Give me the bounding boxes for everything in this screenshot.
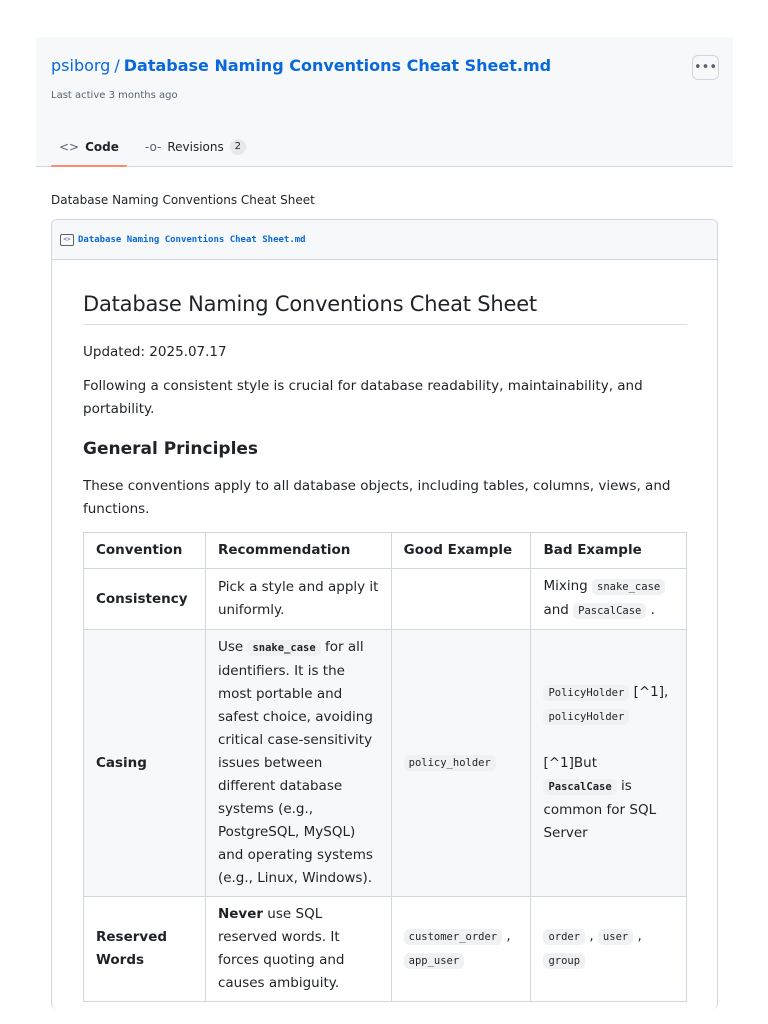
code-snippet: PascalCase: [573, 603, 646, 619]
file-header: [52, 220, 717, 260]
bad-example-cell: [531, 569, 687, 630]
tab-revisions-label: Revisions: [167, 140, 224, 154]
section-title: General Principles: [83, 439, 259, 459]
conventions-table: [83, 532, 687, 1002]
column-header: Bad Example: [531, 533, 687, 569]
code-snippet: snake_case: [592, 579, 665, 595]
code-icon: <>: [59, 140, 80, 154]
ellipsis-icon: •••: [693, 60, 717, 75]
code-snippet: PolicyHolder: [543, 685, 629, 701]
code-snippet: customer_order: [404, 929, 503, 945]
bad-example-text: ,: [585, 928, 598, 944]
bad-example-cell: [531, 897, 687, 1002]
last-active-text: Last active 3 months ago: [51, 90, 178, 101]
code-snippet: app_user: [404, 953, 465, 969]
recommendation-cell: Pick a style and apply it uniformly.: [205, 569, 391, 630]
table-row: [84, 897, 687, 1002]
gist-tabs: [51, 129, 264, 167]
gist-description: Database Naming Conventions Cheat Sheet: [51, 193, 315, 207]
bad-example-text: Mixing: [543, 578, 592, 594]
footnote-text: is common for SQL Server: [543, 778, 657, 841]
bad-example-text: [^1],: [629, 684, 669, 700]
bad-example-text: and: [543, 602, 574, 618]
intro-paragraph: Following a consistent style is crucial for database readability, maintainability, and portability.: [83, 378, 643, 417]
owner-link[interactable]: psiborg: [51, 56, 111, 75]
revisions-count-badge: 2: [230, 139, 246, 155]
footnote-text: [^1]But: [543, 755, 597, 771]
section-intro: These conventions apply to all database objects, including tables, columns, views, and functions.: [83, 478, 671, 517]
commit-icon: -o-: [144, 140, 162, 154]
code-snippet: snake_case: [247, 640, 320, 656]
convention-cell: Reserved Words: [84, 897, 206, 1002]
tab-code-label: Code: [85, 140, 119, 154]
file-name-link[interactable]: Database Naming Conventions Cheat Sheet.md: [78, 234, 306, 245]
table-row: [84, 630, 687, 897]
code-snippet: user: [598, 929, 633, 945]
code-snippet: group: [543, 953, 585, 969]
bad-example-text: .: [646, 602, 655, 618]
code-snippet: policy_holder: [404, 755, 496, 771]
recommendation-text: use SQL reserved words. It forces quoting and causes ambiguity.: [217, 906, 345, 991]
column-header: Convention: [84, 533, 206, 569]
code-snippet: PascalCase: [543, 779, 616, 795]
good-example-text: ,: [502, 928, 511, 944]
convention-cell: Casing: [84, 630, 206, 897]
tab-code[interactable]: [51, 129, 127, 165]
doc-title: Database Naming Conventions Cheat Sheet: [83, 290, 687, 325]
recommendation-cell: [205, 897, 391, 1002]
column-header: Good Example: [391, 533, 531, 569]
column-header: Recommendation: [205, 533, 391, 569]
emphasis-text: Never: [217, 906, 264, 922]
good-example-cell: [391, 897, 531, 1002]
bad-example-text: ,: [633, 928, 642, 944]
bad-example-cell: [531, 630, 687, 897]
gist-header: [36, 37, 733, 167]
good-example-cell: [391, 630, 531, 897]
convention-cell: Consistency: [84, 569, 206, 630]
recommendation-text: Use: [217, 639, 248, 655]
tab-revisions[interactable]: [137, 129, 254, 165]
recommendation-text: for all identifiers. It is the most portable and safest choice, avoiding critical case-sensitivity issues between different database systems (e.g., PostgreSQL, MySQL) and operating systems (e.g., Linux, Windows).: [217, 639, 373, 886]
gist-name-link[interactable]: Database Naming Conventions Cheat Sheet.md: [123, 56, 552, 75]
good-example-cell: [391, 569, 531, 630]
code-square-icon: <>: [60, 234, 74, 246]
markdown-body: [83, 290, 687, 1002]
more-options-button[interactable]: [692, 55, 719, 80]
table-row: [84, 569, 687, 630]
updated-text: Updated: 2025.07.17: [83, 344, 227, 360]
table-header-row: [84, 533, 687, 569]
code-snippet: policyHolder: [543, 709, 629, 725]
gist-title: [51, 55, 551, 77]
recommendation-cell: [205, 630, 391, 897]
title-separator: /: [114, 56, 120, 75]
file-box: [51, 219, 718, 1009]
code-snippet: order: [543, 929, 585, 945]
